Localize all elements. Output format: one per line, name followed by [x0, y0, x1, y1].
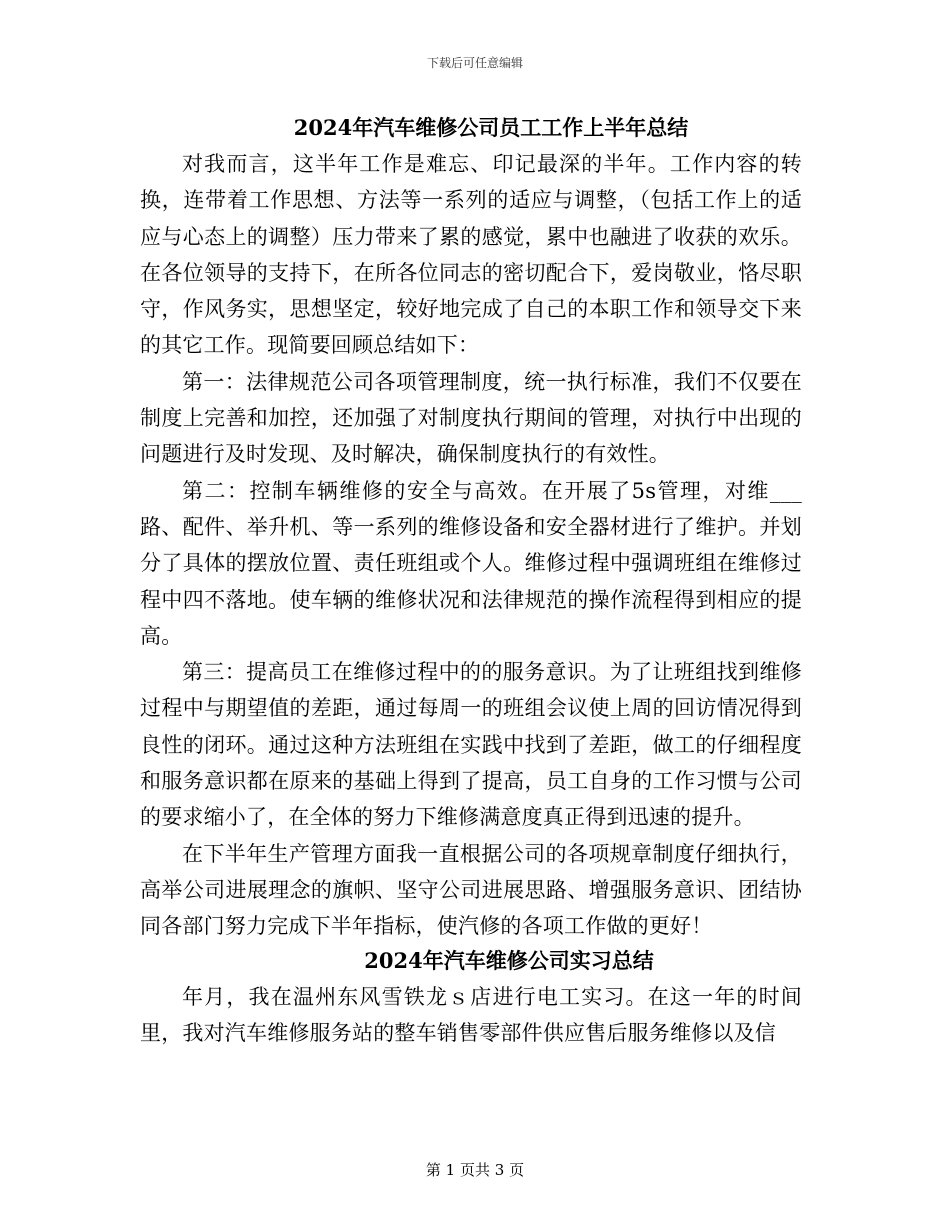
paragraph: 年月，我在温州东风雪铁龙ｓ店进行电工实习。在这一年的时间里，我对汽车维修服务站的整车销售零部件供应售后服务维修以及信 — [140, 984, 802, 1045]
paragraph: 第二：控制车辆维修的安全与高效。在开展了5s管理，对维___路、配件、举升机、等一系列的维修设备和安全器材进行了维护。并划分了具体的摆放位置、责任班组或个人。维修过程中强调班组在维修过程中四不落地。使车辆的维修状况和法律规范的操作流程得到相应的提高。 — [140, 478, 802, 648]
document-title: 2024年汽车维修公司员工工作上半年总结 — [293, 115, 689, 140]
page-footer: 第 1 页共 3 页 — [425, 1161, 525, 1179]
paragraph: 第一：法律规范公司各项管理制度，统一执行标准，我们不仅要在制度上完善和加控，还加强了对制度执行期间的管理，对执行中出现的问题进行及时发现、及时解决，确保制度执行的有效性。 — [140, 369, 802, 467]
paragraph: 第三：提高员工在维修过程中的的服务意识。为了让班组找到维修过程中与期望值的差距，通过每周一的班组会议使上周的回访情况得到良性的闭环。通过这种方法班组在实践中找到了差距，做工的仔细程度和服务意识都在原来的基础上得到了提高，员工自身的工作习惯与公司的要求缩小了，在全体的努力下维修满意度真正得到迅速的提升。 — [140, 660, 802, 830]
paragraph: 对我而言，这半年工作是难忘、印记最深的半年。工作内容的转换，连带着工作思想、方法等一系列的适应与调整，（包括工作上的适应与心态上的调整）压力带来了累的感觉，累中也融进了收获的欢乐。在各位领导的支持下，在所各位同志的密切配合下，爱岗敬业，恪尽职守，作风务实，思想坚定，较好地完成了自己的本职工作和领导交下来的其它工作。现简要回顾总结如下： — [140, 152, 802, 358]
paragraph: 在下半年生产管理方面我一直根据公司的各项规章制度仔细执行，高举公司进展理念的旗帜、坚守公司进展思路、增强服务意识、团结协同各部门努力完成下半年指标，使汽修的各项工作做的更好！ — [140, 841, 802, 939]
document-body — [140, 110, 802, 1051]
header-note: 下载后可任意编辑 — [426, 56, 523, 70]
section-title: 2024年汽车维修公司实习总结 — [364, 947, 654, 973]
